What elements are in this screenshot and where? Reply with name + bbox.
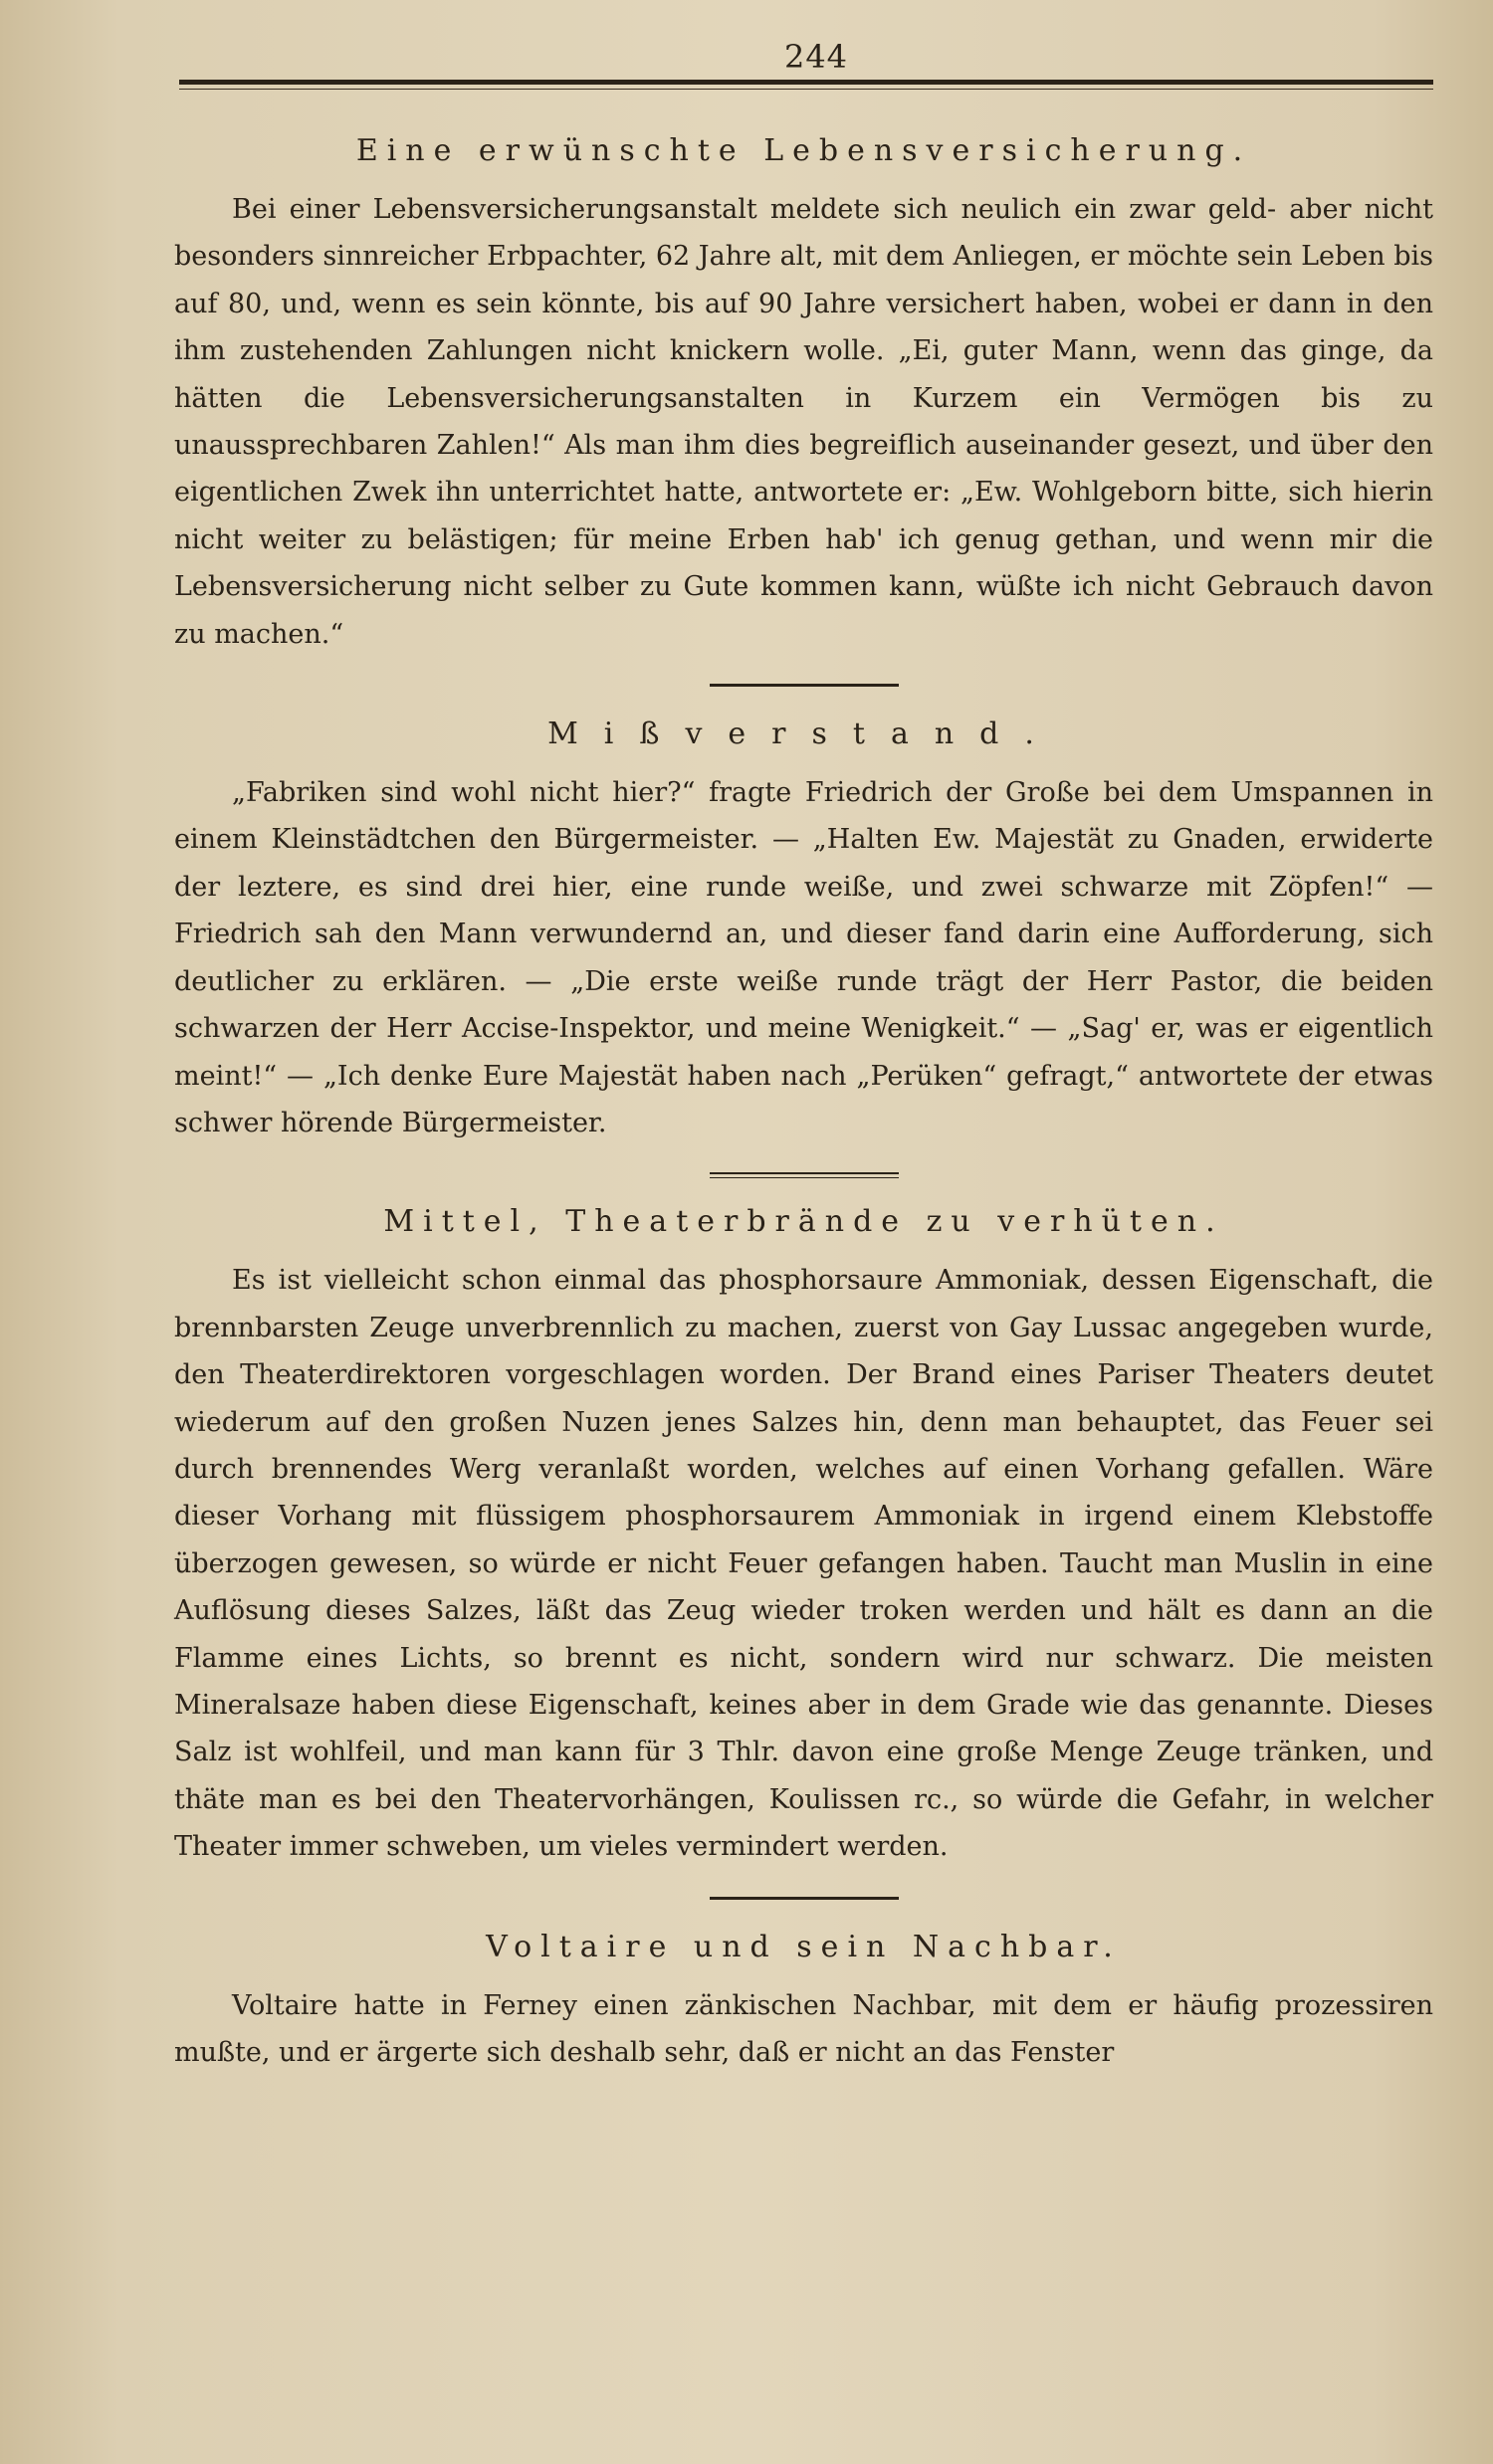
section-divider — [710, 1172, 899, 1174]
article-title: Voltaire und sein Nachbar. — [486, 1929, 1122, 1964]
article-body: Voltaire hatte in Ferney einen zänkischen Nachbar, mit dem er häufig prozessiren mußte, und er ärgerte sich deshalb sehr, daß er nicht an das Fenster — [174, 1989, 1433, 2068]
article-title: Eine erwünschte Lebensversicherung. — [355, 133, 1252, 168]
article-lebensversicherung — [174, 133, 1433, 658]
article-body: „Fabriken sind wohl nicht hier?“ fragte Friedrich der Große bei dem Umspannen in einem Kleinstädtchen den Bürgermeister. — „Halten Ew. Majestät zu Gnaden, erwiderte der leztere, es sind drei hier, eine runde weiße, und zwei schwarze mit Zöpfen!“ — Friedrich sah den Mann verwundernd an, und dieser fand darin eine Aufforderung, sich deutlicher zu erklären. — „Die erste weiße runde trägt der Herr Pastor, die beiden schwarzen der Herr Accise-Inspektor, und meine Wenigkeit.“ — „Sag' er, was er eigentlich meint!“ — „Ich denke Eure Majestät haben nach „Perüken“ gefragt,“ antwortete der etwas schwer hörende Bürgermeister. — [174, 777, 1433, 1138]
article-body: Es ist vielleicht schon einmal das phosphorsaure Ammoniak, dessen Eigenschaft, die brennbarsten Zeuge unverbrennlich zu machen, zuerst von Gay Lussac angegeben wurde, den Theaterdirektoren vorgeschlagen worden. Der Brand eines Pariser Theaters deutet wiederum auf den großen Nuzen jenes Salzes hin, denn man behauptet, das Feuer sei durch brennendes Werg veranlaßt worden, welches auf einen Vorhang gefallen. Wäre dieser Vorhang mit flüssigem phosphorsaurem Ammoniak in irgend einem Klebstoffe überzogen gewesen, so würde er nicht Feuer gefangen haben. Taucht man Muslin in eine Auflösung dieses Salzes, läßt das Zeug wieder troken werden und hält es dann an die Flamme eines Lichts, so brennt es nicht, sondern wird nur schwarz. Die meisten Mineralsaze haben diese Eigenschaft, keines aber in dem Grade wie das genannte. Dieses Salz ist wohlfeil, und man kann für 3 Thlr. davon eine große Menge Zeuge tränken, und thäte man es bei den Theatervorhängen, Koulissen rc., so würde die Gefahr, in welcher Theater immer schweben, um vieles vermindert werden. — [174, 1265, 1433, 1863]
article-title: Mißverstand. — [547, 717, 1060, 752]
section-divider — [710, 684, 899, 687]
article-voltaire — [174, 1930, 1433, 2077]
header-rule — [179, 80, 1433, 85]
article-theaterbraende — [174, 1204, 1433, 1870]
page-number: 244 — [783, 38, 849, 76]
section-divider — [710, 1897, 899, 1900]
article-missverstand — [174, 717, 1433, 1146]
article-body: Bei einer Lebensversicherungsanstalt meldete sich neulich ein zwar geld- aber nicht besonders sinnreicher Erbpachter, 62 Jahre alt, mit dem Anliegen, er möchte sein Leben bis auf 80, und, wenn es sein könnte, bis auf 90 Jahre versichert haben, wobei er dann in den ihm zustehenden Zahlungen nicht knickern wolle. „Ei, guter Mann, wenn das ginge, da hätten die Lebensversicherungsanstalten in Kurzem ein Vermögen bis zu unaussprechbaren Zahlen!“ Als man ihm dies begreiflich auseinander gesezt, und über den eigentlichen Zwek ihn unterrichtet hatte, antwortete er: „Ew. Wohlgeborn bitte, sich hierin nicht weiter zu belästigen; für meine Erben hab' ich genug gethan, und wenn mir die Lebensversicherung nicht selber zu Gute kommen kann, wüßte ich nicht Gebrauch davon zu machen.“ — [174, 194, 1434, 650]
page-content — [174, 119, 1433, 2076]
article-title: Mittel, Theaterbrände zu verhüten. — [383, 1204, 1224, 1240]
